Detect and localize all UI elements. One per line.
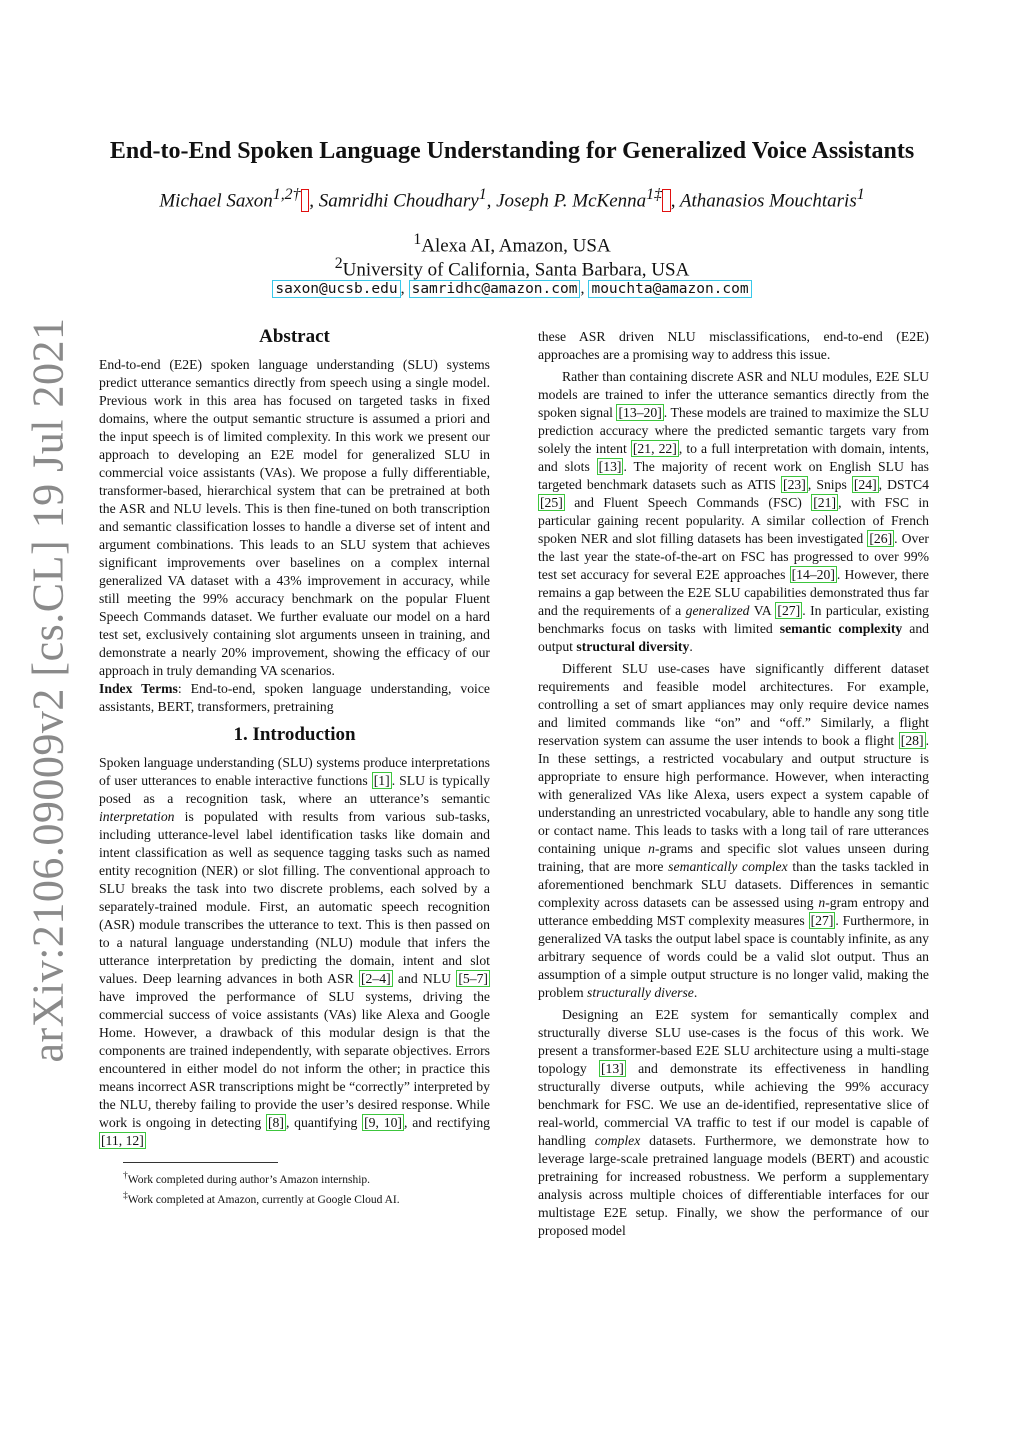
citation-link[interactable]: [28] [900, 733, 924, 748]
footnote: ‡Work completed at Amazon, currently at Google Cloud AI. [123, 1189, 400, 1206]
intro-paragraph: Rather than containing discrete ASR and NLU modules, E2E SLU models are trained to infer the utterance semantics directly from the spoken signal [13–20] . These models are trained to maximize the SLU prediction accuracy where the predicted semantic targets vary from solely the intent [21, 22] , to a full interpretation with domain, intents, and slots [13] . The majority of recent work on English SLU has targeted benchmark datasets such as ATIS [23] , Snips [24] , DSTC4 [25] and Fluent Speech Commands (FSC) [21] , with FSC in particular gaining recent popularity. A similar collection of French spoken NER and slot filling datasets has been investigated [26] . Over the last year the state-of-the-art on FSC has progressed to over 99% test set accuracy for several E2E approaches [14–20] . However, there remains a gap between the E2E SLU capabilities demonstrated thus far and the requirements of a generalized VA [27] . In particular, existing benchmarks focus on tasks with limited semantic complexity and output structural diversity. [538, 369, 930, 654]
right-column [538, 328, 929, 1240]
citation-link[interactable]: [21, 22] [632, 441, 677, 456]
citation-link[interactable]: [1] [373, 773, 390, 788]
intro-paragraph: Spoken language understanding (SLU) systems produce interpretations of user utterances to enable interactive functions [1] . SLU is typically posed as a recognition task, where an utterance’s semantic interpretation is populated with results from various sub-tasks, including utterance-level label identification tasks like domain and intent classification as well as sequence tagging tasks such as named entity recognition (NER) or slot filling. The conventional approach to SLU breaks the task into two discrete problems, each solved by a separately-trained module. First, an automatic speech recognition (ASR) module transcribes the utterance to text. This is then passed on to a natural language understanding (NLU) module that infers the utterance interpretation by predicting the domain, intent and slot values. Deep learning advances in both ASR [2–4] and NLU [5–7] have improved the performance of SLU systems, driving the commercial success of voice assistants (VAs) like Alexa and Google Home. However, a drawback of this modular design is that the components are trained independently, with separate objectives. Errors encountered in either model do not inform the other; in practice this means incorrect ASR transcriptions might be “correctly” interpreted by the NLU, thereby failing to provide the user’s desired response. While work is ongoing in detecting [8] , quantifying [9, 10] , and rectifying [11, 12] [99, 755, 491, 1148]
citation-link[interactable]: [9, 10] [364, 1115, 402, 1130]
affiliation [0, 255, 1024, 281]
intro-paragraph-continued: these ASR driven NLU misclassifications, end-to-end (E2E) approaches are a promising way to address this issue. [538, 329, 929, 362]
author-affil-sup: 1‡ [646, 186, 662, 203]
author-affil-sup: 1,2† [272, 186, 301, 203]
affiliation-sup: 2 [334, 255, 343, 272]
email-link[interactable]: saxon@ucsb.edu [272, 280, 400, 298]
footnote-link[interactable] [301, 189, 310, 212]
intro-heading: 1. Introduction [233, 724, 356, 745]
citation-link[interactable]: [25] [540, 495, 563, 510]
author-name: Samridhi Choudhary [318, 190, 479, 212]
citation-link[interactable]: [5–7] [458, 971, 488, 986]
author-name: Joseph P. McKenna [496, 190, 647, 212]
abstract-heading: Abstract [259, 326, 330, 347]
footnote: †Work completed during author’s Amazon internship. [123, 1170, 371, 1186]
citation-link[interactable]: [2–4] [360, 971, 391, 986]
paper-title: End-to-End Spoken Language Understanding for Generalized Voice Assistants [109, 138, 915, 164]
citation-link[interactable]: [24] [853, 477, 877, 492]
arxiv-sidebar [0, 0, 90, 1448]
email-link[interactable]: samridhc@amazon.com [409, 280, 581, 298]
citation-link[interactable]: [11, 12] [101, 1133, 144, 1148]
index-terms [99, 680, 490, 716]
citation-link[interactable]: [27] [777, 603, 801, 618]
arxiv-identifier: arXiv:2106.09009v2 [cs.CL] 19 Jul 2021 [23, 317, 73, 1063]
citation-link[interactable]: [26] [869, 531, 893, 546]
affiliation [0, 231, 1024, 257]
citation-link[interactable]: [13] [598, 459, 622, 474]
citation-link[interactable]: [8] [267, 1115, 284, 1130]
footnote-link[interactable] [662, 189, 671, 212]
intro-paragraph: Designing an E2E system for semantically complex and structurally diverse SLU use-cases is the focus of this work. We present a transformer-based E2E SLU architecture using a multi-stage topology [13] and demonstrate its effectiveness in handling structurally diverse outputs, while achieving the 99% accuracy benchmark for FSC. We use an de-identified, representative slice of real-world, commercial VA traffic to test if our model is capable of handling complex datasets. Furthermore, we demonstrate how to leverage large-scale pretrained language models (BERT) and acoustic pretraining for increased robustness. We perform a supplementary analysis across multiple choices of differentiable interfaces for our multistage E2E setup. Finally, we show the performance of our proposed model [538, 1007, 929, 1238]
citation-link[interactable]: [27] [810, 913, 834, 928]
footnote-rule [123, 1162, 278, 1163]
affiliation-text: University of California, Santa Barbara, USA [342, 259, 690, 281]
citation-link[interactable]: [13] [600, 1061, 624, 1076]
author-list: Michael Saxon$^{1,2\dagger}$ , Samridhi Choudhary$^1$, Joseph P. McKenna$^{1\ddagger}$ , Athanasios Mouchtaris$^1$ [159, 186, 865, 212]
email-list: saxon@ucsb.edu , samridhc@amazon.com , mouchta@amazon.com [0, 280, 1024, 298]
affiliation-sup: 1 [413, 231, 422, 248]
affiliation-text: Alexa AI, Amazon, USA [421, 235, 611, 257]
intro-paragraph: Different SLU use-cases have significantly different dataset requirements and feasible model architectures. For example, controlling a set of smart appliances may only require device names and limited commands like “on” and “off.” Similarly, a flight reservation system can assume the user intends to book a flight [28] . In these settings, a restricted vocabulary and output structure is appropriate to ensure high performance. However, when interacting with generalized VAs like Alexa, users expect a system capable of understanding an unrestricted vocabulary, able to handle any song title or contact name. This leads to tasks with a long tail of rare utterances containing unique n-grams and specific slot values unseen during training, that are more semantically complex than the tasks tackled in aforementioned benchmark SLU datasets. Differences in semantic complexity across datasets can be assessed using n-gram entropy and utterance embedding MST complexity measures [27] . Furthermore, in generalized VA tasks the output label space is countably infinite, as any arbitrary sequence of words could be a valid slot output. Thus an assumption of a simple output structure is no longer valid, making the problem structurally diverse. [538, 661, 930, 1000]
author-name: Michael Saxon [159, 190, 273, 212]
author-affil-sup: 1 [856, 186, 865, 203]
author-affil-sup: 1 [478, 186, 487, 203]
citation-link[interactable]: [14–20] [791, 567, 835, 582]
citation-link[interactable]: [23] [783, 477, 806, 492]
citation-link[interactable]: [21] [813, 495, 837, 510]
left-column [99, 328, 490, 1208]
email-link[interactable]: mouchta@amazon.com [588, 280, 751, 298]
abstract-text: End-to-end (E2E) spoken language understanding (SLU) systems predict utterance semantics directly from speech using a single model. Previous work in this area has focused on targeted tasks in fixed domains, where the output semantic structure is assumed a priori and the input speech is of limited complexity. In this work we present our approach to developing an E2E model for generalized SLU in commercial voice assistants (VAs). We propose a fully differentiable, transformer-based, hierarchical system that can be pretrained at both the ASR and NLU levels. This is then fine-tuned on both transcription and semantic classification losses to handle a diverse set of intent and argument combinations. This leads to an SLU system that achieves significant improvements over baselines on a complex internal generalized VA dataset with a 43% improvement in accuracy, while still meeting the 99% accuracy benchmark on the popular Fluent Speech Commands dataset. We further evaluate our model on a hard test set, exclusively containing slot arguments unseen in training, and demonstrate a nearly 20% improvement, showing the efficacy of our approach in truly demanding VA scenarios. [99, 357, 490, 678]
index-terms-label: Index Terms [99, 681, 178, 696]
citation-link[interactable]: [13–20] [618, 405, 662, 420]
index-terms-text: : End-to-end, spoken language understanding, voice assistants, BERT, transformers, pretraining [99, 681, 490, 714]
author-name: Athanasios Mouchtaris [679, 190, 857, 212]
